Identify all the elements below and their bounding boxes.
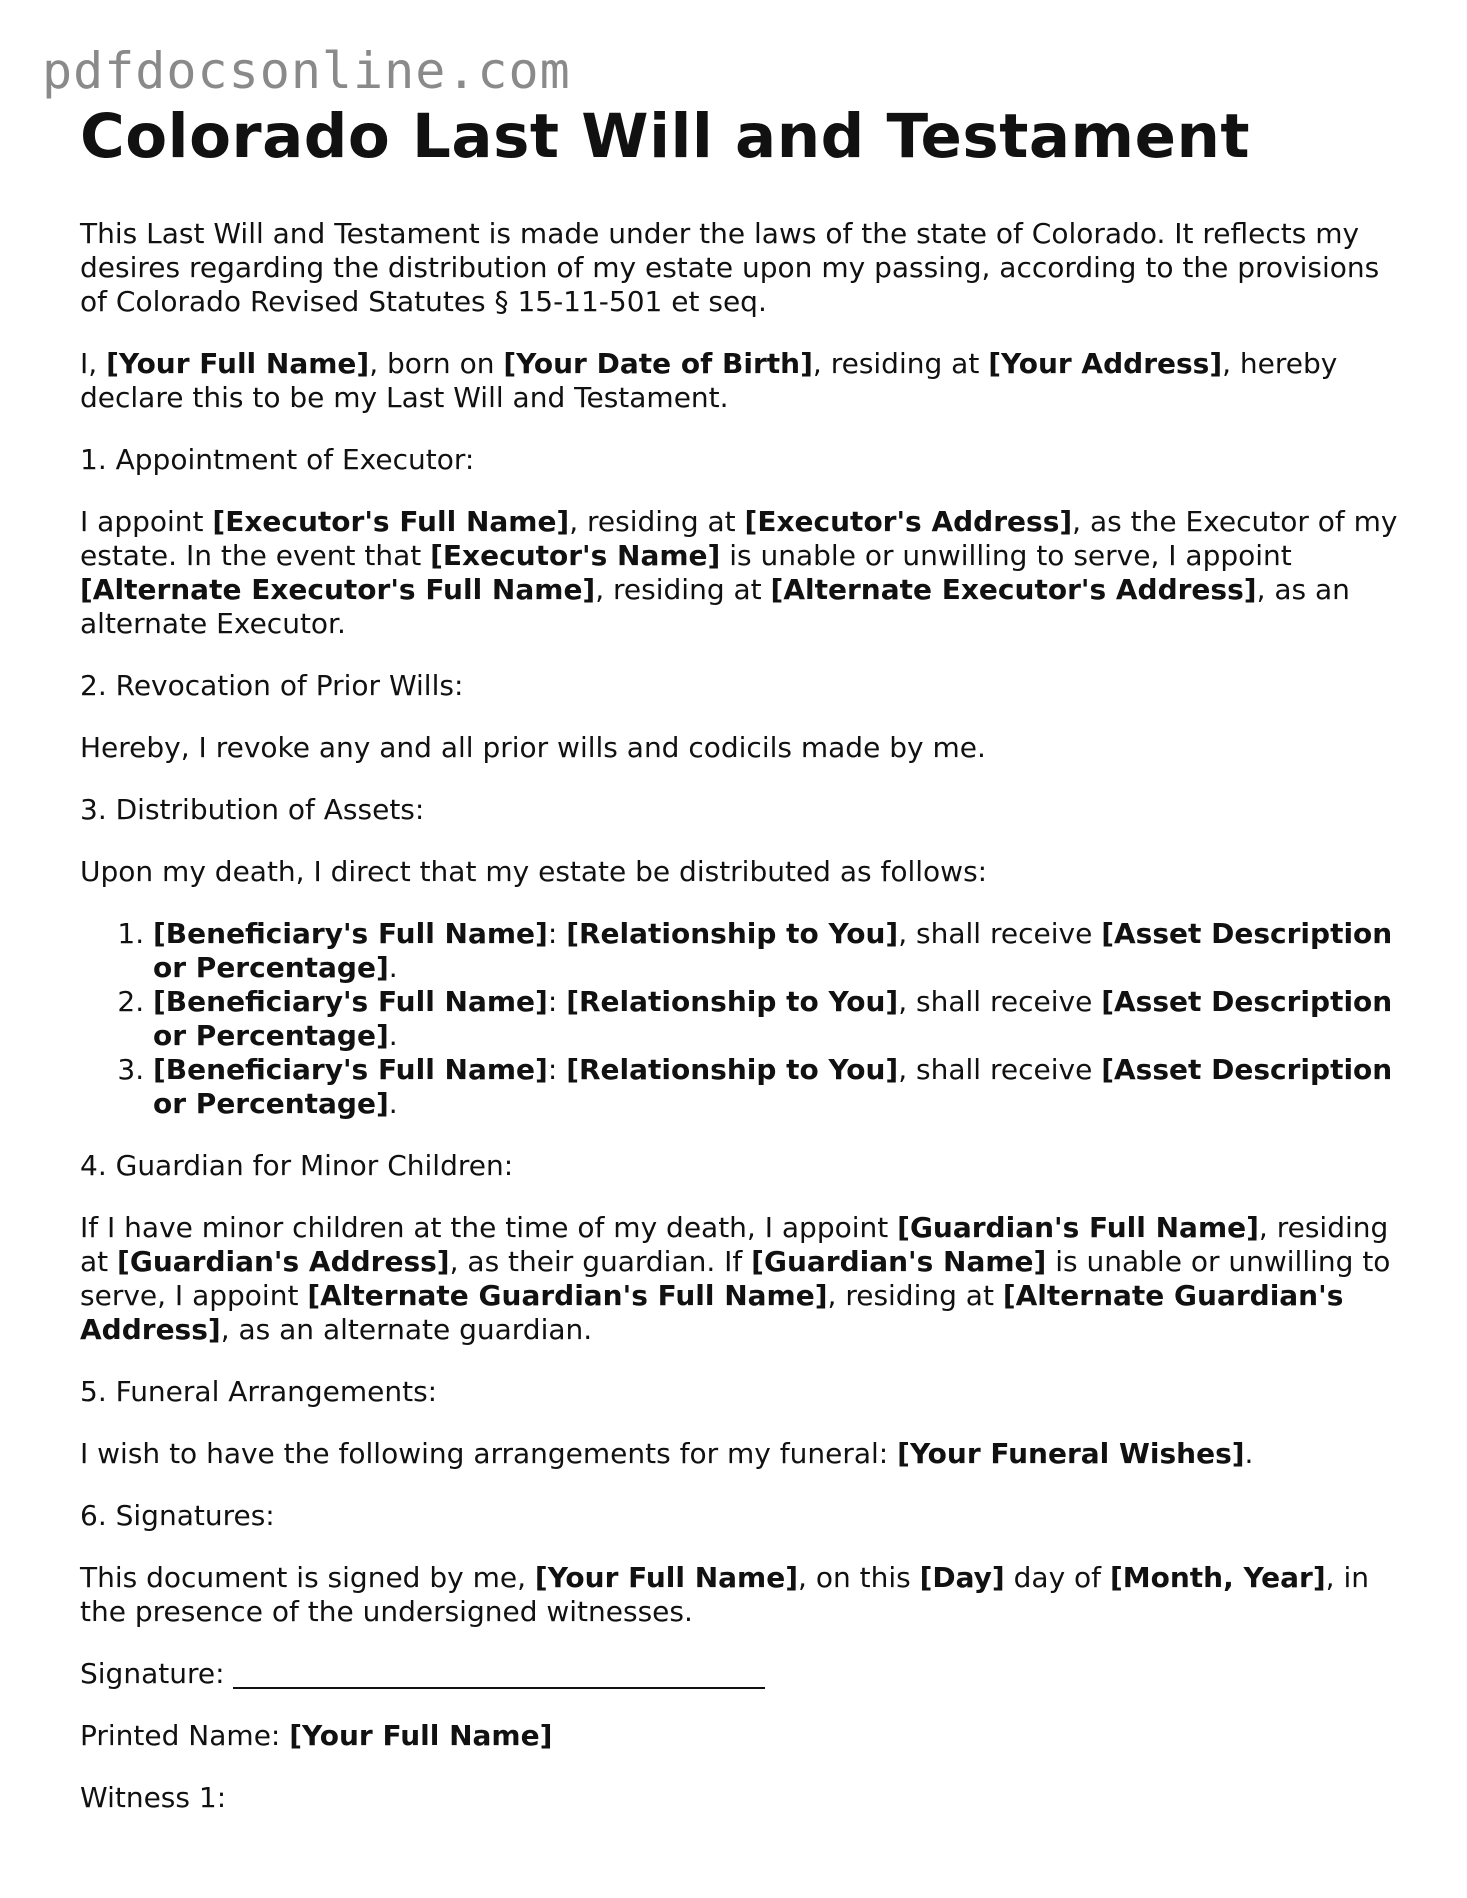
placeholder-guardian-name: [Guardian's Name] xyxy=(751,1245,1047,1279)
placeholder-alternate-guardian-full-name: [Alternate Guardian's Full Name] xyxy=(307,1279,828,1313)
placeholder-alternate-guardian-address: [Alternate Guardian's Address] xyxy=(80,1279,1344,1347)
placeholder-executor-full-name: [Executor's Full Name] xyxy=(212,505,570,539)
watermark: pdfdocsonline.com xyxy=(42,42,571,100)
witness-1-label: Witness 1: xyxy=(80,1781,227,1815)
placeholder-executor-address: [Executor's Address] xyxy=(744,505,1073,539)
section-5-heading: 5. Funeral Arrangements: xyxy=(80,1375,438,1409)
printed-name-label: Printed Name: xyxy=(80,1719,290,1753)
section-4-heading: 4. Guardian for Minor Children: xyxy=(80,1149,514,1183)
list-item: 2. [Beneficiary's Full Name]: [Relationship to You], shall receive [Asset Description or Percentage]. xyxy=(153,985,1400,1053)
signature-row xyxy=(80,1657,1400,1691)
placeholder-alternate-executor-full-name: [Alternate Executor's Full Name] xyxy=(80,573,596,607)
placeholder-printed-name: [Your Full Name] xyxy=(289,1719,553,1753)
funeral-paragraph: I wish to have the following arrangements for my funeral: [Your Funeral Wishes]. xyxy=(80,1437,1254,1471)
placeholder-full-name: [Your Full Name] xyxy=(106,347,370,381)
guardian-paragraph: If I have minor children at the time of my death, I appoint [Guardian's Full Name], residing at [Guardian's Address], as their guardian. If [Guardian's Name] is unable or unwilling to serve, I appoint [Alternate Guardian's Full Name], residing at [Alternate Guardian's Address], as an alternate guardian. xyxy=(80,1211,1391,1347)
placeholder-day: [Day] xyxy=(919,1561,1005,1595)
placeholder-date-of-birth: [Your Date of Birth] xyxy=(503,347,813,381)
intro-paragraph: This Last Will and Testament is made under the laws of the state of Colorado. It reflects my desires regarding the distribution of my estate upon my passing, according to the provisions of Colorado Revised Statutes § 15-11-501 et seq. xyxy=(80,217,1380,319)
placeholder-month-year: [Month, Year] xyxy=(1109,1561,1326,1595)
distribution-paragraph: Upon my death, I direct that my estate be distributed as follows: xyxy=(80,855,988,889)
placeholder-alternate-executor-address: [Alternate Executor's Address] xyxy=(770,573,1257,607)
signature-line[interactable] xyxy=(233,1659,765,1689)
signing-paragraph: This document is signed by me, [Your Full Name], on this [Day] day of [Month, Year], in the presence of the undersigned witnesses. xyxy=(80,1561,1369,1629)
placeholder-guardian-full-name: [Guardian's Full Name] xyxy=(897,1211,1259,1245)
declaration-paragraph: I, [Your Full Name], born on [Your Date of Birth], residing at [Your Address], hereby declare this to be my Last Will and Testament. xyxy=(80,347,1338,415)
placeholder-address: [Your Address] xyxy=(988,347,1223,381)
placeholder-executor-name: [Executor's Name] xyxy=(430,539,721,573)
placeholder-funeral-wishes: [Your Funeral Wishes] xyxy=(897,1437,1245,1471)
placeholder-guardian-address: [Guardian's Address] xyxy=(117,1245,450,1279)
placeholder-full-name: [Your Full Name] xyxy=(534,1561,799,1595)
beneficiary-list xyxy=(80,917,1400,1121)
signature-label: Signature: xyxy=(80,1657,234,1691)
section-6-heading: 6. Signatures: xyxy=(80,1499,275,1533)
revocation-paragraph: Hereby, I revoke any and all prior wills and codicils made by me. xyxy=(80,731,986,765)
section-1-heading: 1. Appointment of Executor: xyxy=(80,443,475,477)
printed-name-row xyxy=(80,1719,1400,1753)
executor-paragraph: I appoint [Executor's Full Name], residing at [Executor's Address], as the Executor of my estate. In the event that [Executor's Name] is unable or unwilling to serve, I appoint [Alternate Executor's Full Name], residing at [Alternate Executor's Address], as an alternate Executor. xyxy=(80,505,1398,641)
section-3-heading: 3. Distribution of Assets: xyxy=(80,793,425,827)
list-item: 1. [Beneficiary's Full Name]: [Relationship to You], shall receive [Asset Description or Percentage]. xyxy=(153,917,1400,985)
page-title: Colorado Last Will and Testament xyxy=(80,101,1251,172)
will-document xyxy=(80,100,1400,1843)
section-2-heading: 2. Revocation of Prior Wills: xyxy=(80,669,464,703)
list-item: 3. [Beneficiary's Full Name]: [Relationship to You], shall receive [Asset Description or Percentage]. xyxy=(153,1053,1400,1121)
